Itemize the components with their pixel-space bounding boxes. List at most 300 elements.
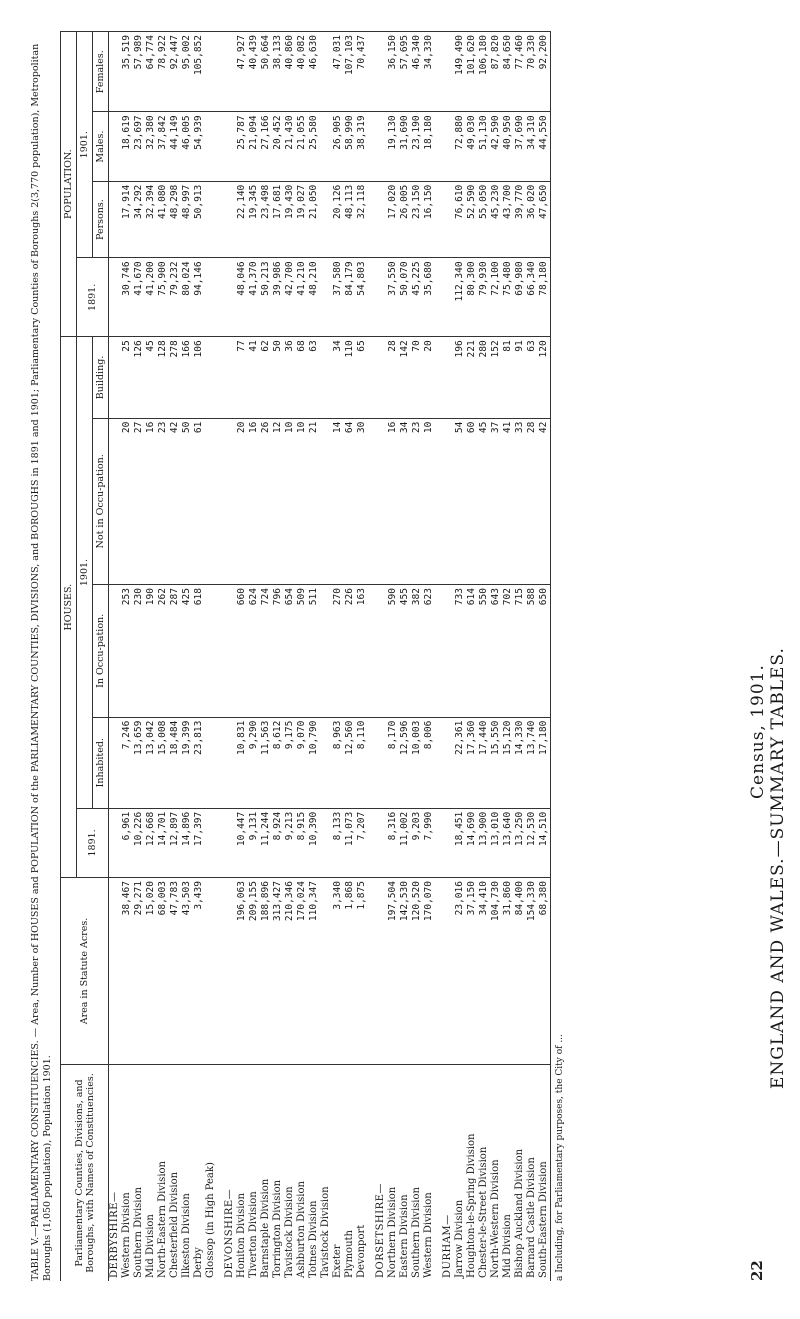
- district-name: North-Eastern Division: [157, 1065, 169, 1282]
- cell-m: [224, 181, 236, 258]
- table-row: [320, 32, 332, 1282]
- cell-un1: [224, 585, 236, 718]
- cell-m: [435, 181, 442, 258]
- cell-h01: [435, 717, 442, 808]
- cell-p01: 101,620: [466, 32, 478, 112]
- cell-bld: 28: [387, 337, 399, 418]
- district-name: [217, 1065, 224, 1282]
- cell-area: 34,410: [478, 878, 490, 1065]
- cell-p01: 47,031: [332, 32, 344, 112]
- cell-h01: [368, 717, 375, 808]
- cell-un1: [435, 585, 442, 718]
- cell-p91: 84,179: [344, 258, 356, 337]
- cell-h91: 10,226: [133, 808, 145, 877]
- cell-p91: 45,225: [411, 258, 423, 337]
- cell-h01: 8,612: [272, 717, 284, 808]
- cell-area: 170,070: [423, 878, 435, 1065]
- cell-h01: 15,008: [157, 717, 169, 808]
- cell-un2: 16: [387, 418, 399, 584]
- cell-p01: 107,103: [344, 32, 356, 112]
- cell-area: 197,504: [387, 878, 399, 1065]
- cell-h01: 18,484: [169, 717, 181, 808]
- table-row: [205, 32, 217, 1282]
- cell-un2: 10: [284, 418, 296, 584]
- cell-m: [205, 181, 217, 258]
- cell-area: 68,003: [157, 878, 169, 1065]
- cell-area: [442, 878, 454, 1065]
- cell-un1: 262: [157, 585, 169, 718]
- cell-un1: [217, 585, 224, 718]
- cell-p01: [368, 32, 375, 112]
- district-name: DERBYSHIRE—: [109, 1065, 122, 1282]
- cell-m: 34,292: [133, 181, 145, 258]
- district-name: Tavistock Division: [320, 1065, 332, 1282]
- cell-p91: 42,700: [284, 258, 296, 337]
- cell-h01: [442, 717, 454, 808]
- cell-p01: 70,437: [356, 32, 368, 112]
- district-name: Jarrow Division: [454, 1065, 466, 1282]
- cell-un1: 230: [133, 585, 145, 718]
- cell-un1: [205, 585, 217, 718]
- cell-f: 19,130: [387, 112, 399, 181]
- cell-h01: 8,006: [423, 717, 435, 808]
- cell-un1: 509: [296, 585, 308, 718]
- cell-un2: 45: [478, 418, 490, 584]
- cell-un1: 624: [248, 585, 260, 718]
- cell-p01: 36,150: [387, 32, 399, 112]
- cell-h91: [375, 808, 387, 877]
- cell-p01: 40,439: [248, 32, 260, 112]
- table-row: [272, 32, 284, 1282]
- cell-bld: 196: [454, 337, 466, 418]
- cell-m: 20,126: [332, 181, 344, 258]
- cell-h91: 18,451: [454, 808, 466, 877]
- cell-un1: 270: [332, 585, 344, 718]
- table-row: [387, 32, 399, 1282]
- table-row: [435, 32, 442, 1282]
- cell-p01: [442, 32, 454, 112]
- col-district: Parliamentary Counties, Divisions, and Boroughs, with Names of Constituencies.: [61, 1065, 109, 1282]
- cell-p01: 46,630: [308, 32, 320, 112]
- cell-p91: 39,986: [272, 258, 284, 337]
- cell-m: 45,230: [490, 181, 502, 258]
- cell-area: [205, 878, 217, 1065]
- cell-area: 110,347: [308, 878, 320, 1065]
- cell-area: [435, 878, 442, 1065]
- cell-h01: 17,360: [466, 717, 478, 808]
- cell-h91: 14,701: [157, 808, 169, 877]
- col-inhabited: Inhabited.: [93, 717, 109, 808]
- cell-un1: 511: [308, 585, 320, 718]
- page-title: ENGLAND AND WALES.—SUMMARY TABLES.: [768, 647, 788, 1089]
- district-name: DEVONSHIRE—: [224, 1065, 236, 1282]
- cell-p91: 112,340: [454, 258, 466, 337]
- table-row: [157, 32, 169, 1282]
- cell-area: [375, 878, 387, 1065]
- table-row: [514, 32, 526, 1282]
- district-name: Bishop Auckland Division: [514, 1065, 526, 1282]
- table-row: [284, 32, 296, 1282]
- table-row: [490, 32, 502, 1282]
- cell-un1: 660: [236, 585, 248, 718]
- cell-p01: 149,490: [454, 32, 466, 112]
- table-row: [169, 32, 181, 1282]
- cell-bld: 278: [169, 337, 181, 418]
- cell-p91: 35,680: [423, 258, 435, 337]
- cell-h01: [109, 717, 122, 808]
- cell-m: 21,050: [308, 181, 320, 258]
- table-headnote: TABLE V.—PARLIAMENTARY CONSTITUENCIES. — Area, Number of HOUSES and POPULATION of the PARLIAMENTARY COUNTIES, DIVISIONS, and BOROUGHS in 1891 and 1901; Parliamentary Counties of Boroughs 2(3,770 population), Metropolitan Boroughs (1,050 population), Population 1901.: [30, 43, 53, 1281]
- cell-h01: [320, 717, 332, 808]
- col-in-occupation: In Occu-pation.: [93, 585, 109, 718]
- col-area: Area in Statute Acres.: [61, 878, 109, 1065]
- cell-bld: [205, 337, 217, 418]
- cell-bld: 152: [490, 337, 502, 418]
- cell-h01: 17,180: [538, 717, 551, 808]
- cell-h91: 9,131: [248, 808, 260, 877]
- table-row: [308, 32, 320, 1282]
- cell-p01: 47,927: [236, 32, 248, 112]
- district-name: Ashburton Division: [296, 1065, 308, 1282]
- cell-bld: 81: [502, 337, 514, 418]
- cell-p91: [375, 258, 387, 337]
- table-sheet: [30, 31, 565, 1281]
- cell-p91: 79,930: [478, 258, 490, 337]
- cell-un2: 20: [236, 418, 248, 584]
- district-name: Southern Division: [411, 1065, 423, 1282]
- cell-f: [435, 112, 442, 181]
- cell-bld: 62: [260, 337, 272, 418]
- cell-area: 15,020: [145, 878, 157, 1065]
- district-name: Ilkeston Division: [181, 1065, 193, 1282]
- district-name: Barnstaple Division: [260, 1065, 272, 1282]
- district-name: Honiton Division: [236, 1065, 248, 1282]
- table-body: [109, 32, 551, 1282]
- cell-un2: 16: [248, 418, 260, 584]
- cell-area: 68,380: [538, 878, 551, 1065]
- cell-p91: [109, 258, 122, 337]
- cell-bld: 70: [411, 337, 423, 418]
- cell-bld: 91: [514, 337, 526, 418]
- district-name: Glossop (in High Peak): [205, 1065, 217, 1282]
- cell-h91: 10,447: [236, 808, 248, 877]
- cell-un2: 16: [145, 418, 157, 584]
- cell-p91: [205, 258, 217, 337]
- cell-m: 16,150: [423, 181, 435, 258]
- cell-un1: [368, 585, 375, 718]
- cell-h91: 12,897: [169, 808, 181, 877]
- table-row: [442, 32, 454, 1282]
- cell-p01: 35,519: [121, 32, 133, 112]
- district-name: Chester-le-Street Division: [478, 1065, 490, 1282]
- table-footnote: a Including, for Parliamentary purposes, the City of ...: [555, 1034, 565, 1281]
- cell-un1: 550: [478, 585, 490, 718]
- col-population: POPULATION.: [61, 32, 77, 337]
- cell-area: 196,063: [236, 878, 248, 1065]
- cell-un2: [109, 418, 122, 584]
- cell-p01: 46,340: [411, 32, 423, 112]
- district-name: [368, 1065, 375, 1282]
- cell-area: 37,150: [466, 878, 478, 1065]
- cell-f: 23,697: [133, 112, 145, 181]
- cell-h91: 11,073: [344, 808, 356, 877]
- cell-f: 23,190: [411, 112, 423, 181]
- cell-p01: 38,133: [272, 32, 284, 112]
- cell-m: [320, 181, 332, 258]
- cell-un2: 64: [344, 418, 356, 584]
- col-males: Males.: [93, 112, 109, 181]
- cell-p91: [368, 258, 375, 337]
- cell-h01: 12,560: [344, 717, 356, 808]
- cell-f: 20,452: [272, 112, 284, 181]
- cell-p01: 105,852: [193, 32, 205, 112]
- cell-h91: 7,207: [356, 808, 368, 877]
- cell-m: 17,914: [121, 181, 133, 258]
- cell-p91: 69,980: [514, 258, 526, 337]
- col-building: Building.: [93, 337, 109, 418]
- cell-p91: 80,024: [181, 258, 193, 337]
- cell-p01: 87,820: [490, 32, 502, 112]
- cell-un2: 21: [308, 418, 320, 584]
- cell-bld: 106: [193, 337, 205, 418]
- cell-bld: [217, 337, 224, 418]
- cell-bld: 25: [121, 337, 133, 418]
- cell-m: 17,681: [272, 181, 284, 258]
- cell-bld: 34: [332, 337, 344, 418]
- cell-area: 43,503: [181, 878, 193, 1065]
- table-row: [526, 32, 538, 1282]
- cell-bld: 77: [236, 337, 248, 418]
- cell-p91: 48,210: [308, 258, 320, 337]
- cell-m: 19,027: [296, 181, 308, 258]
- table-row: [356, 32, 368, 1282]
- cell-h91: 8,924: [272, 808, 284, 877]
- cell-f: [368, 112, 375, 181]
- cell-f: 25,787: [236, 112, 248, 181]
- cell-m: 52,590: [466, 181, 478, 258]
- cell-p91: 41,200: [145, 258, 157, 337]
- table-row: [224, 32, 236, 1282]
- cell-h01: 9,070: [296, 717, 308, 808]
- cell-f: [205, 112, 217, 181]
- col-persons: Persons.: [93, 181, 109, 258]
- cell-h01: 23,813: [193, 717, 205, 808]
- cell-bld: 221: [466, 337, 478, 418]
- cell-f: 18,180: [423, 112, 435, 181]
- cell-m: 32,394: [145, 181, 157, 258]
- cell-f: [442, 112, 454, 181]
- district-name: Northern Division: [387, 1065, 399, 1282]
- cell-h91: [435, 808, 442, 877]
- cell-h01: 8,170: [387, 717, 399, 808]
- cell-area: 31,860: [502, 878, 514, 1065]
- cell-un2: [224, 418, 236, 584]
- cell-bld: 65: [356, 337, 368, 418]
- cell-m: 50,913: [193, 181, 205, 258]
- cell-f: [224, 112, 236, 181]
- cell-area: 120,520: [411, 878, 423, 1065]
- cell-area: 47,783: [169, 878, 181, 1065]
- cell-h91: 13,640: [502, 808, 514, 877]
- cell-bld: 128: [157, 337, 169, 418]
- cell-un2: 10: [296, 418, 308, 584]
- cell-area: [368, 878, 375, 1065]
- table-row: [502, 32, 514, 1282]
- cell-un2: 23: [157, 418, 169, 584]
- cell-h91: 13,010: [490, 808, 502, 877]
- cell-area: 104,730: [490, 878, 502, 1065]
- table-row: [399, 32, 411, 1282]
- table-row: [423, 32, 435, 1282]
- table-row: [236, 32, 248, 1282]
- cell-un2: [320, 418, 332, 584]
- cell-m: 19,430: [284, 181, 296, 258]
- cell-p01: [217, 32, 224, 112]
- cell-un2: 41: [502, 418, 514, 584]
- cell-p01: 106,180: [478, 32, 490, 112]
- cell-p91: [217, 258, 224, 337]
- cell-un2: [368, 418, 375, 584]
- cell-p01: 50,664: [260, 32, 272, 112]
- cell-h91: 10,390: [308, 808, 320, 877]
- district-name: Chesterfield Division: [169, 1065, 181, 1282]
- cell-m: 48,113: [344, 181, 356, 258]
- cell-p91: [435, 258, 442, 337]
- cell-bld: 63: [526, 337, 538, 418]
- cell-un1: 253: [121, 585, 133, 718]
- cell-area: 38,467: [121, 878, 133, 1065]
- cell-f: 51,130: [478, 112, 490, 181]
- cell-un1: 287: [169, 585, 181, 718]
- cell-h91: 14,510: [538, 808, 551, 877]
- cell-un2: 42: [169, 418, 181, 584]
- col-houses: HOUSES.: [61, 337, 77, 878]
- cell-f: 21,094: [248, 112, 260, 181]
- cell-un2: 54: [454, 418, 466, 584]
- cell-un1: 382: [411, 585, 423, 718]
- cell-area: 142,530: [399, 878, 411, 1065]
- cell-p01: 64,774: [145, 32, 157, 112]
- cell-f: 25,580: [308, 112, 320, 181]
- cell-un1: 614: [466, 585, 478, 718]
- cell-h91: [320, 808, 332, 877]
- cell-bld: 166: [181, 337, 193, 418]
- cell-m: [109, 181, 122, 258]
- cell-h91: 7,990: [423, 808, 435, 877]
- district-name: Barnard Castle Division: [526, 1065, 538, 1282]
- cell-h91: 8,133: [332, 808, 344, 877]
- cell-m: 26,005: [399, 181, 411, 258]
- table-row: [217, 32, 224, 1282]
- cell-area: 188,896: [260, 878, 272, 1065]
- cell-m: [368, 181, 375, 258]
- cell-h01: 11,563: [260, 717, 272, 808]
- cell-bld: 20: [423, 337, 435, 418]
- cell-un2: 26: [260, 418, 272, 584]
- cell-h91: 13,250: [514, 808, 526, 877]
- cell-p91: 79,232: [169, 258, 181, 337]
- cell-un2: 12: [272, 418, 284, 584]
- district-name: Plymouth: [344, 1065, 356, 1282]
- cell-h91: 8,316: [387, 808, 399, 877]
- cell-h91: [205, 808, 217, 877]
- cell-un1: 618: [193, 585, 205, 718]
- cell-h01: 8,963: [332, 717, 344, 808]
- cell-bld: 45: [145, 337, 157, 418]
- cell-un2: 37: [490, 418, 502, 584]
- cell-area: 170,024: [296, 878, 308, 1065]
- cell-p01: 57,695: [399, 32, 411, 112]
- table-row: [375, 32, 387, 1282]
- cell-f: 44,550: [538, 112, 551, 181]
- cell-h91: [109, 808, 122, 877]
- cell-bld: 126: [133, 337, 145, 418]
- table-row: [454, 32, 466, 1282]
- cell-un1: 163: [356, 585, 368, 718]
- district-name: DORSETSHIRE—: [375, 1065, 387, 1282]
- table-row: [260, 32, 272, 1282]
- col-females: Females.: [93, 32, 109, 112]
- cell-h91: [224, 808, 236, 877]
- district-name: Mid Division: [145, 1065, 157, 1282]
- district-name: Western Division: [121, 1065, 133, 1282]
- col-not-in-occupation: Not in Occu-pation.: [93, 418, 109, 584]
- cell-p91: 80,300: [466, 258, 478, 337]
- district-name: North-Western Division: [490, 1065, 502, 1282]
- cell-m: 76,610: [454, 181, 466, 258]
- district-name: Western Division: [423, 1065, 435, 1282]
- cell-un2: [435, 418, 442, 584]
- cell-area: 3,340: [332, 878, 344, 1065]
- cell-un1: 733: [454, 585, 466, 718]
- cell-h01: 7,246: [121, 717, 133, 808]
- cell-f: 26,905: [332, 112, 344, 181]
- table-row: [296, 32, 308, 1282]
- page-number: 22: [748, 1260, 766, 1281]
- cell-m: [375, 181, 387, 258]
- cell-h01: 10,831: [236, 717, 248, 808]
- cell-m: 36,020: [526, 181, 538, 258]
- cell-h01: [205, 717, 217, 808]
- cell-un2: [375, 418, 387, 584]
- table-row: [193, 32, 205, 1282]
- cell-un2: [205, 418, 217, 584]
- col-houses-1901: 1901.: [77, 337, 93, 808]
- cell-un1: [109, 585, 122, 718]
- cell-p91: 94,146: [193, 258, 205, 337]
- cell-un2: 20: [121, 418, 133, 584]
- cell-un2: 23: [411, 418, 423, 584]
- cell-f: 38,319: [356, 112, 368, 181]
- cell-p91: 41,210: [296, 258, 308, 337]
- cell-h01: [224, 717, 236, 808]
- cell-m: 48,997: [181, 181, 193, 258]
- cell-un1: [320, 585, 332, 718]
- cell-m: [217, 181, 224, 258]
- cell-un1: 226: [344, 585, 356, 718]
- cell-un1: 650: [538, 585, 551, 718]
- cell-p91: [442, 258, 454, 337]
- cell-m: 55,050: [478, 181, 490, 258]
- cell-p91: 75,480: [502, 258, 514, 337]
- cell-bld: [109, 337, 122, 418]
- cell-f: 21,430: [284, 112, 296, 181]
- cell-h91: 14,896: [181, 808, 193, 877]
- cell-h01: [375, 717, 387, 808]
- cell-p91: 30,746: [121, 258, 133, 337]
- cell-p01: [320, 32, 332, 112]
- district-name: Tavistock Division: [284, 1065, 296, 1282]
